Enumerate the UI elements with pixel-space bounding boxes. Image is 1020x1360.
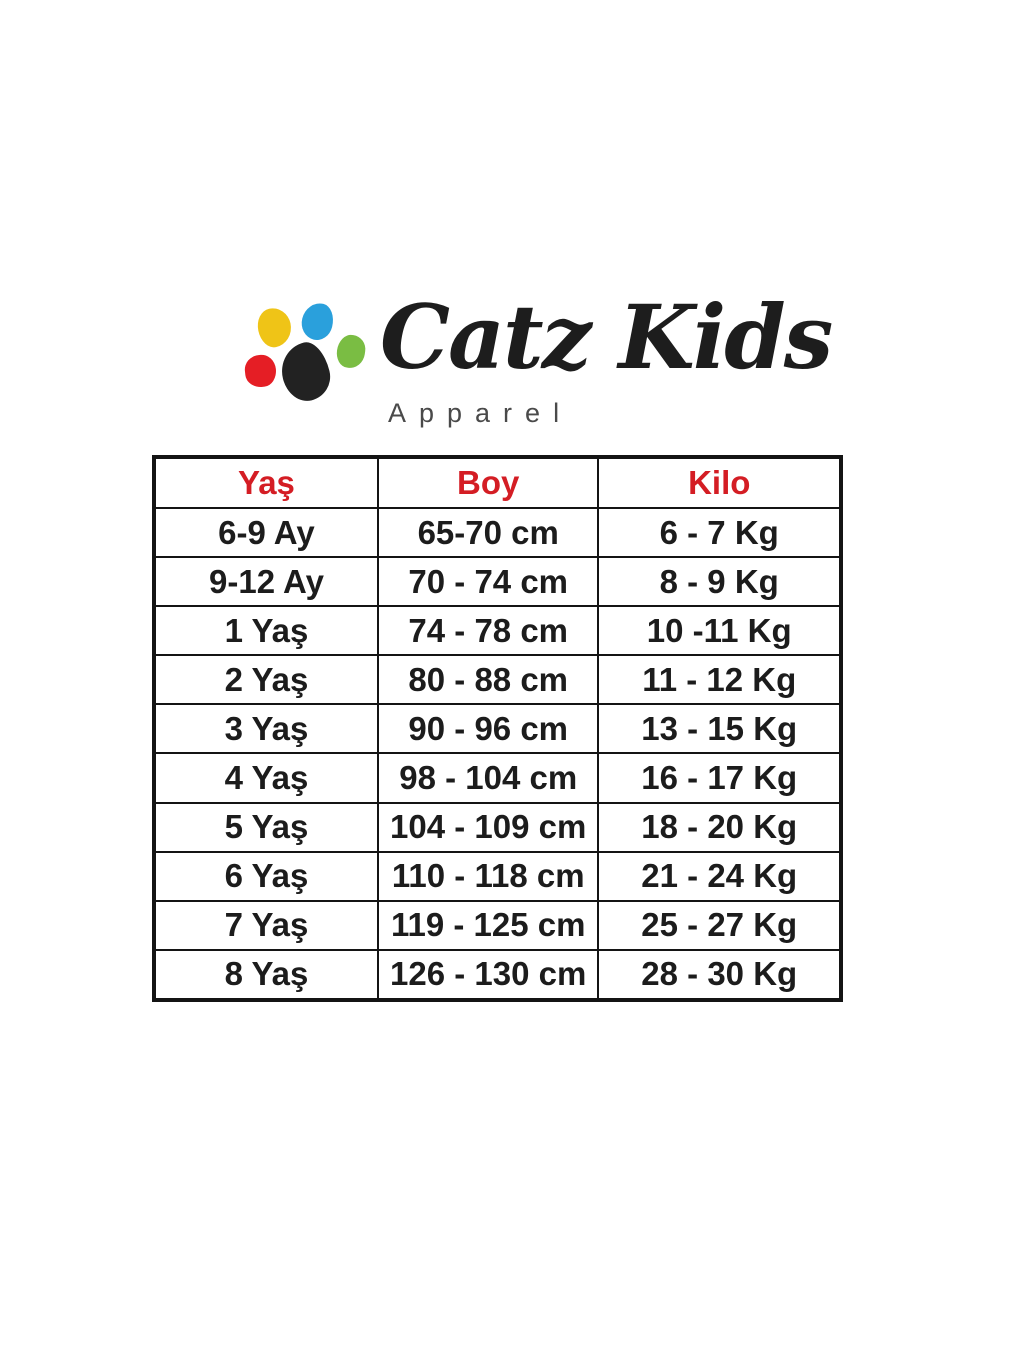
table-cell: 70 - 74 cm	[378, 557, 599, 606]
table-cell: 4 Yaş	[154, 753, 378, 802]
table-row	[154, 655, 841, 704]
table-cell: 25 - 27 Kg	[598, 901, 841, 950]
table-row	[154, 606, 841, 655]
brand-name: Catz Kids	[380, 285, 832, 389]
column-header: Kilo	[598, 457, 841, 508]
table-row	[154, 753, 841, 802]
paw-toe-green-icon	[335, 333, 367, 370]
table-cell: 16 - 17 Kg	[598, 753, 841, 802]
table-cell: 13 - 15 Kg	[598, 704, 841, 753]
brand-subtitle: Apparel	[388, 398, 573, 428]
table-cell: 3 Yaş	[154, 704, 378, 753]
table-cell: 80 - 88 cm	[378, 655, 599, 704]
table-cell: 126 - 130 cm	[378, 950, 599, 1000]
table-cell: 1 Yaş	[154, 606, 378, 655]
table-cell: 21 - 24 Kg	[598, 852, 841, 901]
paw-pad-black-icon	[276, 338, 336, 406]
size-table-body	[154, 508, 841, 1000]
size-table-head-row	[154, 457, 841, 508]
table-cell: 6 - 7 Kg	[598, 508, 841, 557]
table-cell: 74 - 78 cm	[378, 606, 599, 655]
table-cell: 11 - 12 Kg	[598, 655, 841, 704]
table-row	[154, 950, 841, 1000]
size-table	[152, 455, 843, 1002]
table-cell: 65-70 cm	[378, 508, 599, 557]
table-cell: 9-12 Ay	[154, 557, 378, 606]
table-cell: 6 Yaş	[154, 852, 378, 901]
table-cell: 119 - 125 cm	[378, 901, 599, 950]
table-row	[154, 852, 841, 901]
table-cell: 7 Yaş	[154, 901, 378, 950]
column-header: Boy	[378, 457, 599, 508]
paw-print-icon	[245, 303, 370, 405]
table-cell: 28 - 30 Kg	[598, 950, 841, 1000]
table-cell: 2 Yaş	[154, 655, 378, 704]
table-row	[154, 901, 841, 950]
table-cell: 8 - 9 Kg	[598, 557, 841, 606]
paw-toe-blue-icon	[298, 300, 337, 343]
table-cell: 104 - 109 cm	[378, 803, 599, 852]
paw-toe-red-icon	[243, 353, 277, 388]
table-cell: 8 Yaş	[154, 950, 378, 1000]
table-row	[154, 704, 841, 753]
table-cell: 10 -11 Kg	[598, 606, 841, 655]
table-row	[154, 557, 841, 606]
table-cell: 5 Yaş	[154, 803, 378, 852]
column-header: Yaş	[154, 457, 378, 508]
paw-toe-yellow-icon	[254, 305, 294, 350]
brand-logo	[0, 0, 1020, 455]
table-row	[154, 803, 841, 852]
table-cell: 6-9 Ay	[154, 508, 378, 557]
table-cell: 110 - 118 cm	[378, 852, 599, 901]
table-row	[154, 508, 841, 557]
table-cell: 98 - 104 cm	[378, 753, 599, 802]
table-cell: 18 - 20 Kg	[598, 803, 841, 852]
table-cell: 90 - 96 cm	[378, 704, 599, 753]
